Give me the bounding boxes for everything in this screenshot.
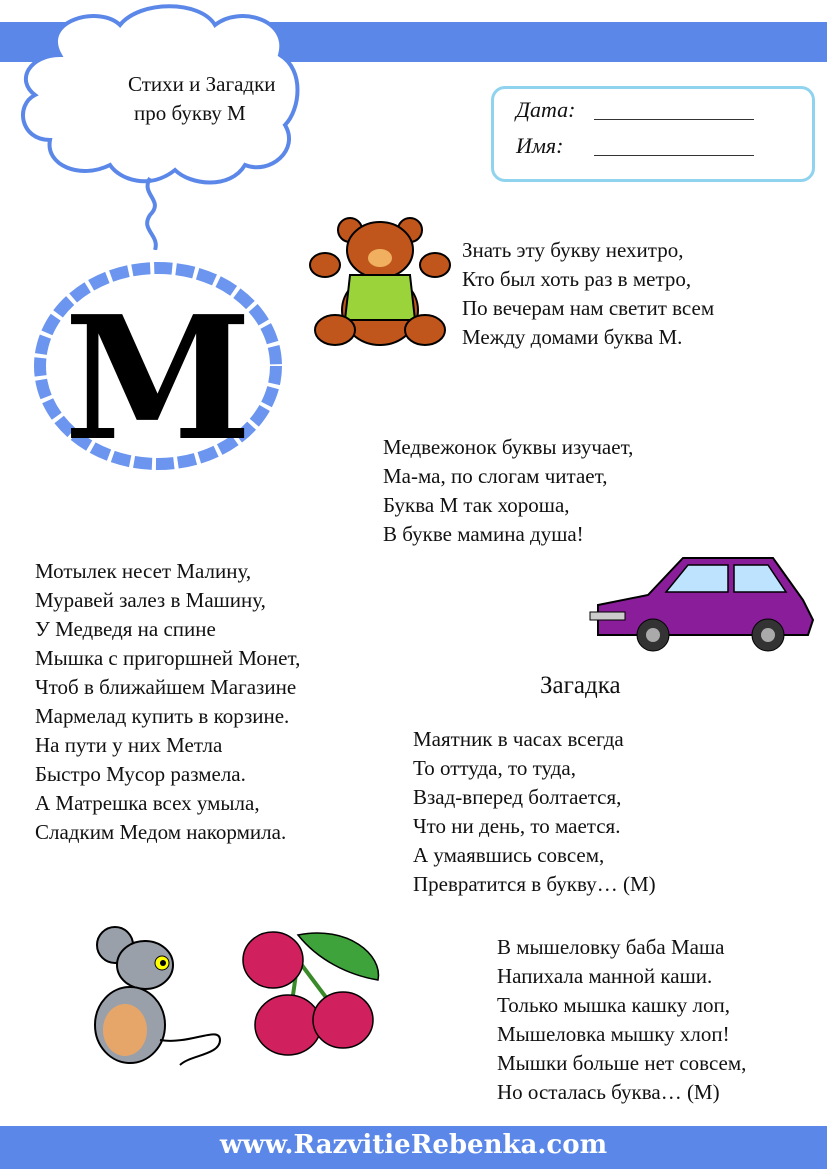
riddle-line: А умаявшись совсем, — [413, 843, 605, 867]
poem-line: Ма-ма, по слогам читает, — [383, 464, 608, 488]
poem-line: Мотылек несет Малину, — [35, 559, 252, 583]
poem-line: Кто был хоть раз в метро, — [462, 267, 692, 291]
big-letter: М — [63, 279, 253, 473]
riddle-line: То оттуда, то туда, — [413, 756, 576, 780]
title-line-2: про букву М — [134, 101, 246, 125]
letter-emblem — [30, 258, 285, 473]
poem-line: На пути у них Метла — [35, 733, 223, 757]
poem-2 — [383, 433, 633, 549]
name-date-box — [491, 86, 815, 182]
poem-line: Знать эту букву нехитро, — [462, 238, 684, 262]
riddle-line: Что ни день, то мается. — [413, 814, 621, 838]
poem-line: Мышка с пригоршней Монет, — [35, 646, 301, 670]
poem-1 — [462, 236, 714, 352]
footer-url[interactable]: www.RazvitieRebenka.com — [219, 1130, 608, 1160]
poem-line: Муравей залез в Машину, — [35, 588, 266, 612]
riddle-title: Загадка — [540, 672, 621, 699]
poem-line: Сладким Медом накормила. — [35, 820, 287, 844]
poem-line: В букве мамина душа! — [383, 522, 584, 546]
poem-line: У Медведя на спине — [35, 617, 216, 641]
name-field[interactable] — [594, 155, 754, 156]
title-line-1: Стихи и Загадки — [128, 72, 276, 96]
poem-line: Мышки больше нет совсем, — [497, 1051, 747, 1075]
poem-line: Чтоб в ближайшем Магазине — [35, 675, 297, 699]
poem-line: Напихала манной каши. — [497, 964, 713, 988]
bear-illustration — [305, 210, 455, 355]
poem-line: Быстро Мусор размела. — [35, 762, 246, 786]
poem-line: Только мышка кашку лоп, — [497, 993, 730, 1017]
poem-line: Мармелад купить в корзине. — [35, 704, 290, 728]
poem-line: Между домами буква М. — [462, 325, 683, 349]
raspberry-illustration — [238, 925, 388, 1065]
poem-line: В мышеловку баба Маша — [497, 935, 725, 959]
riddle-line: Маятник в часах всегда — [413, 727, 624, 751]
poem-line: Но осталась буква… (М) — [497, 1080, 720, 1104]
poem-line: Буква М так хороша, — [383, 493, 570, 517]
poem-line: Медвежонок буквы изучает, — [383, 435, 634, 459]
mouse-illustration — [70, 925, 230, 1075]
riddle — [413, 725, 656, 899]
name-label: Имя: — [516, 133, 564, 158]
date-field[interactable] — [594, 119, 754, 120]
date-label: Дата: — [516, 97, 576, 122]
car-illustration — [588, 550, 818, 655]
poem-line: По вечерам нам светит всем — [462, 296, 715, 320]
poem-line: А Матрешка всех умыла, — [35, 791, 260, 815]
poem-3 — [35, 557, 300, 847]
riddle-line: Взад-вперед болтается, — [413, 785, 622, 809]
poem-last — [497, 933, 746, 1107]
riddle-line: Превратится в букву… (М) — [413, 872, 656, 896]
poem-line: Мышеловка мышку хлоп! — [497, 1022, 730, 1046]
